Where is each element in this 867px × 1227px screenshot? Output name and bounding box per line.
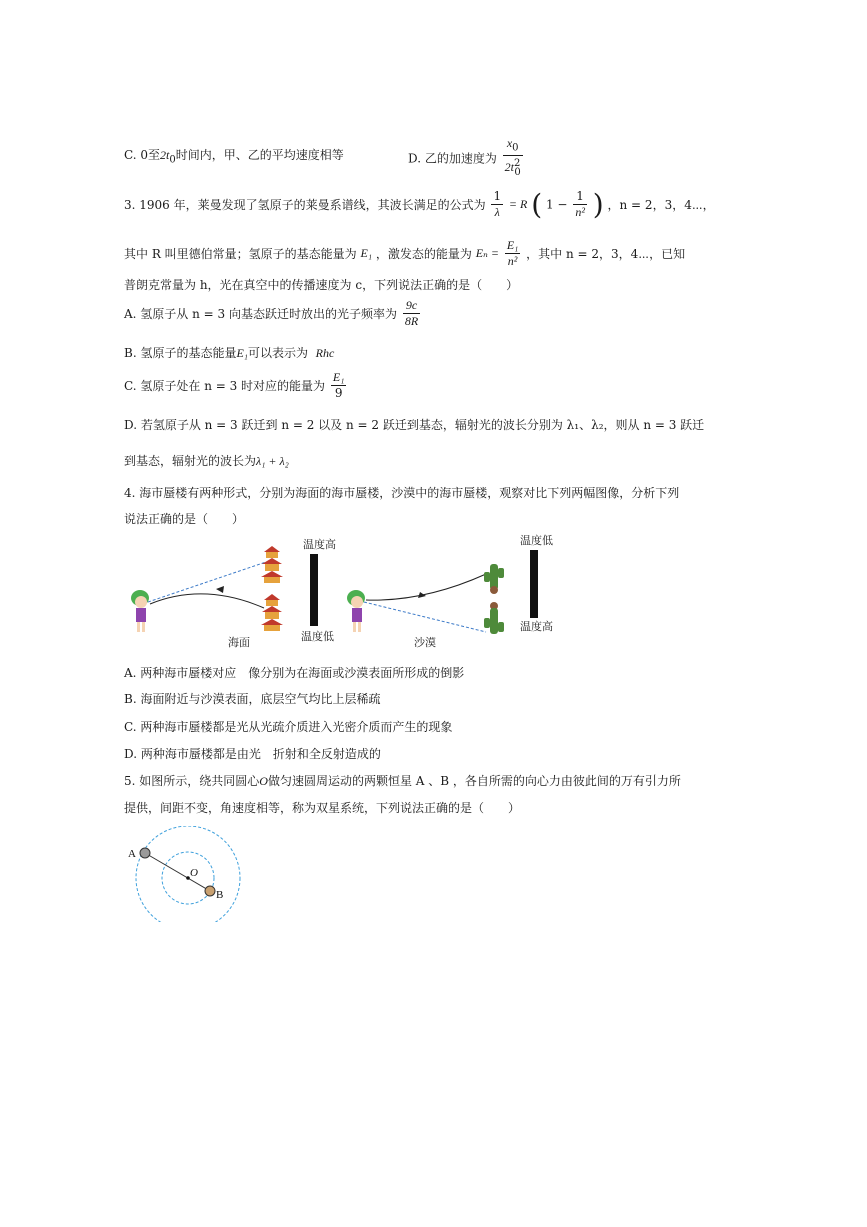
apparent-ray-left <box>148 562 266 602</box>
desert-mirage-diagram <box>347 533 553 649</box>
left-bottom-label: 温度低 <box>301 630 334 643</box>
connecting-line <box>145 853 210 891</box>
mirage-figure <box>124 532 564 650</box>
q5-stem-line1: 5. 如图所示，绕共同圆心O做匀速圆周运动的两颗恒星 A 、B ，各自所需的向心力由彼此间的万有引力所 <box>124 774 681 788</box>
star-a <box>140 848 150 858</box>
q3-option-c: C. 氢原子处在 n = 3 时对应的能量为 $\frac{\text{E₁}}{9}$ <box>124 370 345 400</box>
star-b <box>205 886 215 896</box>
right-bottom-label: 温度高 <box>520 620 553 633</box>
q2-option-d: D. 乙的加速度为 $\frac{x_0}{2t^2_0}$ <box>408 136 521 178</box>
right-caption: 沙漠 <box>414 636 436 649</box>
q3-option-d-line2: 到基态，辐射光的波长为λ₁ + λ₂ <box>124 454 289 468</box>
q3-option-a: A. 氢原子从 n = 3 向基态跃迁时放出的光子频率为 $\frac{9c}{8R}$ <box>124 298 419 328</box>
real-ray-right <box>366 574 486 600</box>
cactus-image-icon <box>484 602 504 634</box>
apparent-ray-right <box>364 602 486 632</box>
q4-option-c: C. 两种海市蜃楼都是光从光疏介质进入光密介质而产生的现象 <box>124 720 453 734</box>
q3-stem-line2: 其中 R 叫里德伯常量；氢原子的基态能量为 E₁ ，激发态的能量为 Eₙ = $\frac{\text{E₁}}{\text{n²}}$ ，其中 n = 2，3，4⋯，已知 <box>124 238 686 268</box>
binary-star-figure <box>120 826 250 922</box>
left-caption: 海面 <box>228 636 250 649</box>
q3-stem-line3: 普朗克常量为 h，光在真空中的传播速度为 c，下列说法正确的是（ ） <box>124 278 519 292</box>
cactus-real-icon <box>484 564 504 594</box>
q4-option-b: B. 海面附近与沙漠表面，底层空气均比上层稀疏 <box>124 692 381 706</box>
temperature-bar-left <box>310 554 318 626</box>
q4-option-d: D. 两种海市蜃楼都是由光 折射和全反射造成的 <box>124 747 381 761</box>
q4-option-a: A. 两种海市蜃楼对应 像分别为在海面或沙漠表面所形成的倒影 <box>124 666 465 680</box>
q4-stem-line1: 4. 海市蜃楼有两种形式，分别为海面的海市蜃楼，沙漠中的海市蜃楼，观察对比下列两幅图像，分析下列 <box>124 486 680 500</box>
pagoda-real-icon <box>261 594 283 631</box>
label-b: B <box>216 889 224 901</box>
q3-option-b: B. 氢原子的基态能量E₁可以表示为 Rhc <box>124 346 335 360</box>
q2-option-c: C. 0至$2t_0$时间内，甲、乙的平均速度相等 <box>124 148 344 166</box>
q3-option-d-line1: D. 若氢原子从 n = 3 跃迁到 n = 2 以及 n = 2 跃迁到基态，辐射光的波长分别为 λ₁、λ₂，则从 n = 3 跃迁 <box>124 418 705 432</box>
pagoda-image-icon <box>261 546 283 583</box>
left-top-label: 温度高 <box>303 538 336 551</box>
sea-mirage-diagram <box>131 537 336 649</box>
temperature-bar-right <box>530 550 538 618</box>
q3-stem-line1: 3. 1906 年，莱曼发现了氢原子的莱曼系谱线，其波长满足的公式为 $\frac{1}{\lambda}$ = R ( 1 − $\frac{1}{\text{n²}}$ ) ，n = 2，3，4⋯， <box>124 188 715 221</box>
q5-stem-line2: 提供，间距不变，角速度相等，称为双星系统，下列说法正确的是（ ） <box>124 801 521 815</box>
observer-left-icon <box>131 590 149 632</box>
orbit-outer <box>136 826 240 922</box>
q4-stem-line2: 说法正确的是（ ） <box>124 512 245 526</box>
label-o: O <box>190 867 198 879</box>
observer-right-icon <box>347 590 365 632</box>
right-top-label: 温度低 <box>520 534 553 547</box>
label-a: A <box>128 848 136 860</box>
